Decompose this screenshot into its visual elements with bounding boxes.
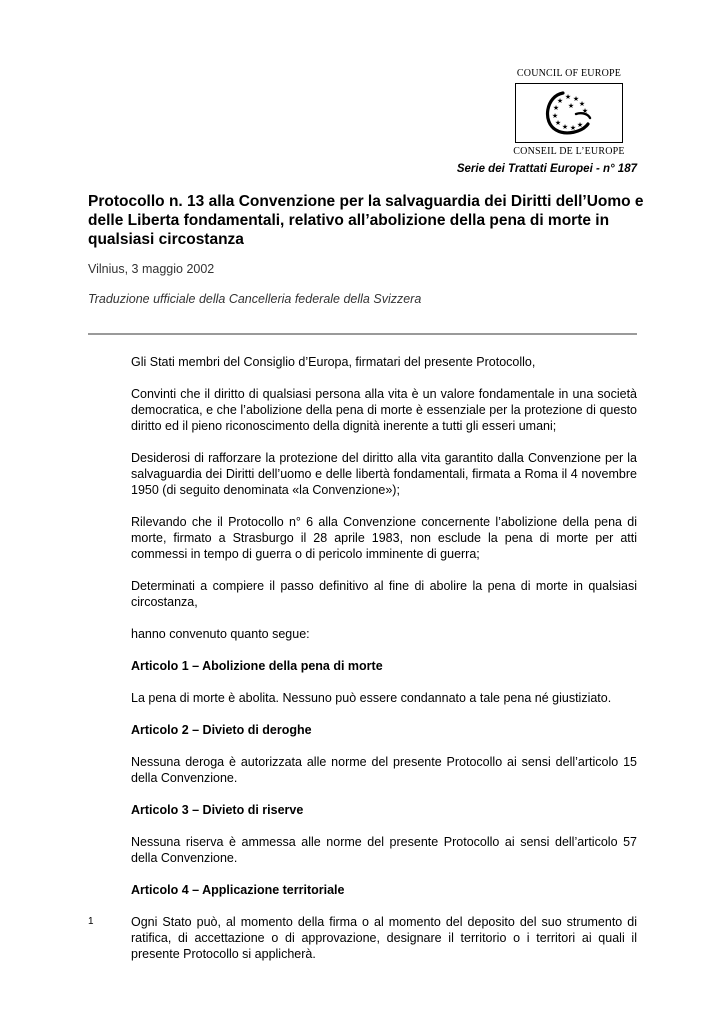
preamble-paragraph: Gli Stati membri del Consiglio d’Europa, firmatari del presente Protocollo, [131, 355, 536, 369]
article-text: Nessuna riserva è ammessa alle norme del presente Protocollo ai sensi dell’articolo 57 della Convenzione. [131, 835, 637, 865]
document-date: Vilnius, 3 maggio 2002 [88, 262, 215, 276]
document-title: Protocollo n. 13 alla Convenzione per la salvaguardia dei Diritti dell’Uomo e delle Liberta fondamentali, relativo all’abolizione della pena di morte in qualsiasi circostanza [88, 193, 644, 248]
logo-top-text: COUNCIL OF EUROPE [516, 68, 622, 79]
article-text: Nessuna deroga è autorizzata alle norme del presente Protocollo ai sensi dell’articolo 15 della Convenzione. [131, 755, 637, 785]
svg-text:★: ★ [578, 100, 586, 108]
article-heading: Articolo 2 – Divieto di deroghe [131, 723, 312, 737]
svg-text:★: ★ [576, 121, 584, 129]
translation-note: Traduzione ufficiale della Cancelleria federale della Svizzera [88, 292, 422, 306]
preamble-paragraph: Determinati a compiere il passo definitivo al fine di abolire la pena di morte in qualsiasi circostanza, [131, 579, 637, 609]
svg-text:★: ★ [554, 119, 562, 127]
preamble-paragraph: Convinti che il diritto di qualsiasi persona alla vita è un valore fondamentale in una società democratica, e che l’abolizione della pena di morte è essenziale per la protezione di questo diritto ed il pieno riconoscimento della dignità inerente a tutti gli esseri umani; [131, 387, 637, 433]
preamble-paragraph: Rilevando che il Protocollo n° 6 alla Convenzione concernente l’abolizione della pena di morte, firmato a Strasburgo il 28 aprile 1983, non esclude la pena di morte per atti commessi in tempo di guerra o di pericolo imminente di guerra; [131, 515, 637, 561]
council-of-europe-emblem-icon [516, 84, 621, 141]
article-heading: Articolo 4 – Applicazione territoriale [131, 883, 345, 897]
paragraph-number: 1 [88, 916, 94, 927]
divider [88, 333, 637, 335]
council-of-europe-logo [512, 68, 626, 158]
svg-text:★: ★ [561, 123, 569, 131]
article-text: La pena di morte è abolita. Nessuno può essere condannato a tale pena né giustiziato. [131, 691, 612, 705]
svg-text:★: ★ [572, 95, 580, 103]
svg-text:★: ★ [564, 93, 572, 101]
document-body [88, 354, 637, 978]
article-heading: Articolo 1 – Abolizione della pena di morte [131, 659, 383, 673]
svg-text:★: ★ [569, 124, 577, 132]
preamble-paragraph: hanno convenuto quanto segue: [131, 627, 310, 641]
treaty-series: Serie dei Trattati Europei - n° 187 [456, 163, 637, 175]
svg-text:★: ★ [556, 97, 564, 105]
logo-emblem-box [515, 83, 623, 143]
svg-text:★: ★ [552, 104, 560, 112]
article-text: Ogni Stato può, al momento della firma o al momento del deposito del suo strumento di ratifica, di accettazione o di approvazione, designare il territorio o i territori ai quali il presente Protocollo si applicherà. [131, 915, 637, 961]
article-numbered-paragraph [88, 914, 637, 962]
logo-bottom-text: CONSEIL DE L’EUROPE [513, 146, 625, 157]
preamble-paragraph: Desiderosi di rafforzare la protezione del diritto alla vita garantito dalla Convenzione per la salvaguardia dei Diritti dell’uomo e delle libertà fondamentali, firmata a Roma il 4 novembre 1950 (di seguito denominata «la Convenzione»); [131, 451, 637, 497]
svg-text:★: ★ [581, 107, 589, 115]
svg-text:★: ★ [551, 112, 559, 120]
article-heading: Articolo 3 – Divieto di riserve [131, 803, 304, 817]
svg-text:★: ★ [567, 102, 575, 110]
